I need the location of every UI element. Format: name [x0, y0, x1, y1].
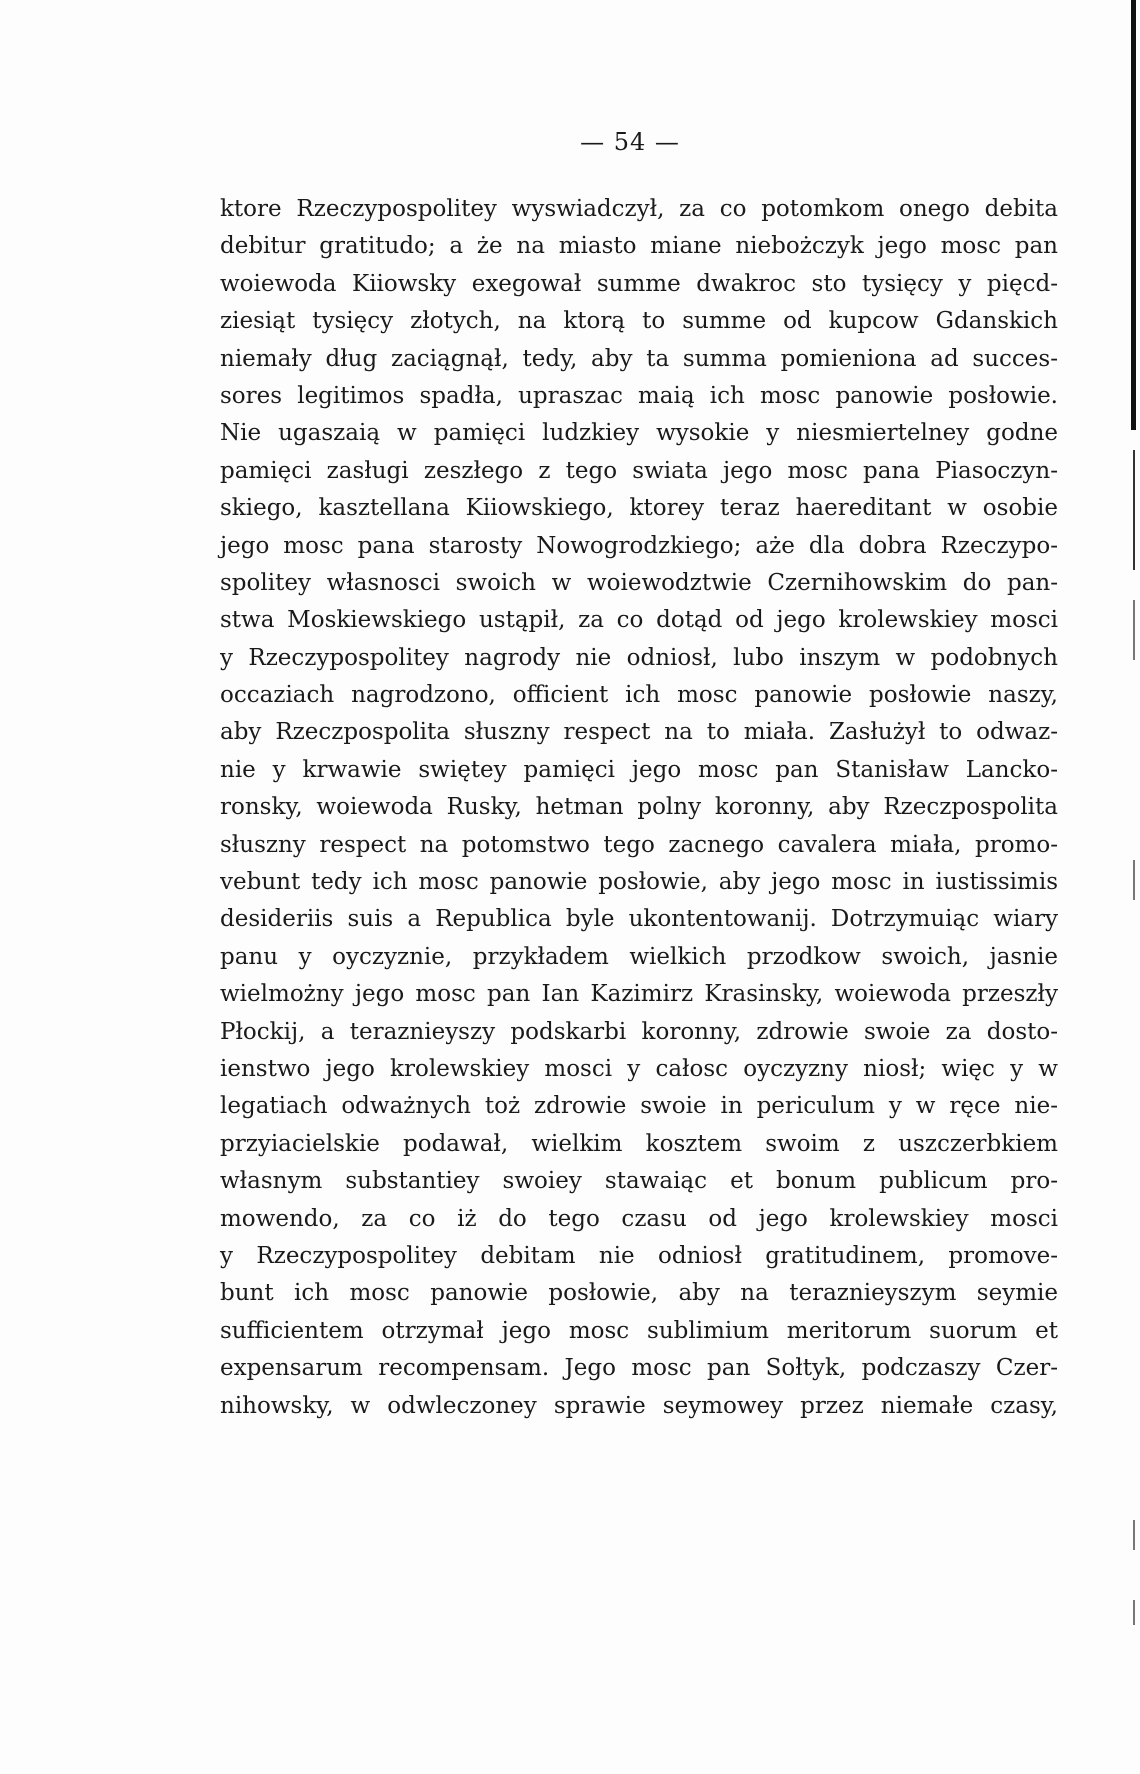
- text-line: przyiacielskie podawał, wielkim kosztem swoim z uszczerbkiem: [220, 1130, 1058, 1157]
- text-line: pamięci zasługi zeszłego z tego swiata jego mosc pana Piasoczyn-: [220, 457, 1058, 484]
- text-line: wielmożny jego mosc pan Ian Kazimirz Krasinsky, woiewoda przeszły: [220, 981, 1058, 1008]
- text-line: expensarum recompensam. Jego mosc pan Sołtyk, podczaszy Czer-: [220, 1355, 1058, 1382]
- text-line: nie y krwawie swiętey pamięci jego mosc pan Stanisław Lancko-: [220, 756, 1058, 783]
- text-line: Płockij, a teraznieyszy podskarbi koronny, zdrowie swoie za dosto-: [220, 1018, 1058, 1045]
- text-line: y Rzeczypospolitey debitam nie odniosł gratitudinem, promove-: [220, 1242, 1058, 1269]
- text-line: sufficientem otrzymał jego mosc sublimium meritorum suorum et: [220, 1317, 1058, 1344]
- text-line: sores legitimos spadła, upraszac maią ich mosc panowie posłowie.: [220, 382, 1058, 409]
- text-line: panu y oyczyznie, przykładem wielkich przodkow swoich, jasnie: [220, 943, 1058, 970]
- text-line: woiewoda Kiiowsky exegował summe dwakroc sto tysięcy y pięcd-: [220, 270, 1058, 297]
- text-line: ktore Rzeczypospolitey wyswiadczył, za co potomkom onego debita: [220, 196, 1058, 222]
- text-line: nihowsky, w odwleczoney sprawie seymowey przez niemałe czasy,: [220, 1392, 1058, 1419]
- text-line: własnym substantiey swoiey stawaiąc et bonum publicum pro-: [220, 1168, 1058, 1195]
- text-line: occaziach nagrodzono, officient ich mosc panowie posłowie naszy,: [220, 682, 1058, 709]
- text-line: ziesiąt tysięcy złotych, na ktorą to summe od kupcow Gdanskich: [220, 308, 1058, 335]
- text-line: ronsky, woiewoda Rusky, hetman polny koronny, aby Rzeczpospolita: [220, 794, 1058, 821]
- text-line: słuszny respect na potomstwo tego zacnego cavalera miała, promo-: [220, 831, 1058, 858]
- text-line: skiego, kasztellana Kiiowskiego, ktorey teraz haereditant w osobie: [220, 495, 1058, 522]
- scan-mark: [1133, 1520, 1135, 1550]
- text-line: stwa Moskiewskiego ustąpił, za co dotąd od jego krolewskiey mosci: [220, 607, 1058, 634]
- scan-mark: [1133, 860, 1135, 900]
- scan-mark: [1133, 600, 1135, 660]
- text-line: mowendo, za co iż do tego czasu od jego krolewskiey mosci: [220, 1205, 1058, 1232]
- text-line: desideriis suis a Republica byle ukontentowanij. Dotrzymuiąc wiary: [220, 906, 1058, 933]
- text-line: Nie ugaszaią w pamięci ludzkiey wysokie y niesmiertelney godne: [220, 420, 1058, 447]
- scan-mark: [1133, 1600, 1135, 1625]
- page-number: — 54 —: [580, 128, 680, 156]
- text-line: spolitey własnosci swoich w woiewodztwie Czernihowskim do pan-: [220, 569, 1058, 596]
- text-line: niemały dług zaciągnął, tedy, aby ta summa pomieniona ad succes-: [220, 345, 1058, 372]
- text-line: debitur gratitudo; a że na miasto miane niebożczyk jego mosc pan: [220, 233, 1058, 260]
- binding-edge: [1131, 0, 1136, 430]
- text-line: vebunt tedy ich mosc panowie posłowie, aby jego mosc in iustissimis: [220, 869, 1058, 896]
- text-line: y Rzeczypospolitey nagrody nie odniosł, lubo inszym w podobnych: [220, 644, 1058, 671]
- text-line: ienstwo jego krolewskiey mosci y całosc oyczyzny niosł; więc y w: [220, 1055, 1058, 1082]
- text-line: bunt ich mosc panowie posłowie, aby na teraznieyszym seymie: [220, 1280, 1058, 1307]
- text-line: legatiach odważnych toż zdrowie swoie in periculum y w ręce nie-: [220, 1093, 1058, 1120]
- binding-edge-thin: [1133, 450, 1135, 570]
- body-text: [220, 191, 1058, 1425]
- text-line: jego mosc pana starosty Nowogrodzkiego; aże dla dobra Rzeczypo-: [220, 532, 1058, 559]
- text-line: aby Rzeczpospolita słuszny respect na to miała. Zasłużył to odwaz-: [220, 719, 1058, 746]
